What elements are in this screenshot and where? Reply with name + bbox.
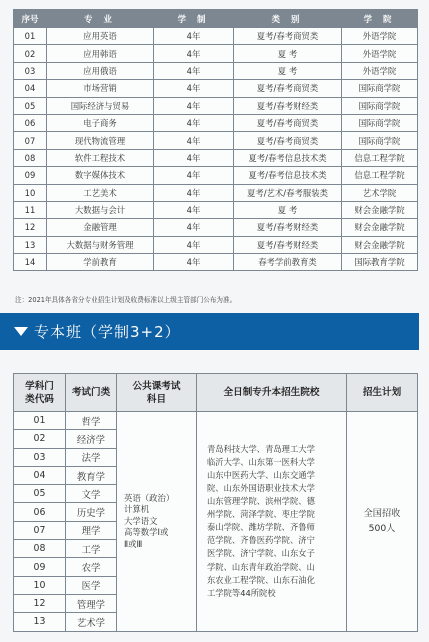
table-row <box>14 412 418 430</box>
cell-major: 应用俄语 <box>47 62 154 79</box>
table-row <box>14 167 418 184</box>
school-line: 工学院等44所院校 <box>207 587 276 598</box>
cell-no: 06 <box>14 114 47 131</box>
course-line: Ⅱ或Ⅲ <box>124 538 143 549</box>
cell-no: 02 <box>14 45 47 62</box>
cell-no: 03 <box>14 62 47 79</box>
cell-category: 夏考/艺术/春考服装类 <box>234 184 342 201</box>
table-row <box>14 97 418 114</box>
school-line: 泰山学院、潍坊学院、齐鲁师 <box>207 522 315 533</box>
cell-college: 国际商学院 <box>342 132 418 149</box>
cell-code: 03 <box>14 448 66 466</box>
cell-no: 11 <box>14 201 47 218</box>
cell-college: 国际商学院 <box>342 114 418 131</box>
course-line: 高等数学Ⅰ或 <box>124 527 169 538</box>
school-line: 范学院、齐鲁医药学院、济宁 <box>207 535 315 546</box>
cell-major: 学前教育 <box>47 254 154 271</box>
cell-major: 金融管理 <box>47 219 154 236</box>
cell-subject: 文学 <box>66 485 117 503</box>
cell-subject: 医学 <box>66 576 117 594</box>
header-plan: 招生计划 <box>347 374 418 412</box>
cell-duration: 4年 <box>154 219 234 236</box>
header-no: 序号 <box>14 10 47 28</box>
school-line: 山东中医药大学、山东交通学 <box>207 469 315 480</box>
cell-code: 12 <box>14 594 66 612</box>
cell-no: 13 <box>14 236 47 253</box>
section-title: 专本班（学制3+2） <box>34 323 181 341</box>
cell-category: 夏 考 <box>234 62 342 79</box>
cell-code: 10 <box>14 576 66 594</box>
table-row <box>14 62 418 79</box>
school-line: 青岛科技大学、青岛理工大学 <box>207 443 315 454</box>
table-row <box>14 254 418 271</box>
cell-no: 09 <box>14 167 47 184</box>
table-row <box>14 80 418 97</box>
cell-duration: 4年 <box>154 184 234 201</box>
exam-table <box>13 373 418 632</box>
cell-college: 外语学院 <box>342 28 418 45</box>
chevron-down-icon <box>14 327 28 336</box>
exam-header-row <box>14 374 418 412</box>
course-line: 计算机 <box>124 504 150 515</box>
cell-category: 夏考/春考财经类 <box>234 97 342 114</box>
cell-college: 信息工程学院 <box>342 149 418 166</box>
cell-no: 04 <box>14 80 47 97</box>
cell-duration: 4年 <box>154 254 234 271</box>
cell-code: 07 <box>14 521 66 539</box>
school-line: 山东管理学院、滨州学院、德 <box>207 496 315 507</box>
cell-major: 现代物流管理 <box>47 132 154 149</box>
table-row <box>14 236 418 253</box>
cell-code: 08 <box>14 540 66 558</box>
cell-college: 财会金融学院 <box>342 219 418 236</box>
header-schools: 全日制专升本招生院校 <box>197 374 347 412</box>
cell-subject: 管理学 <box>66 594 117 612</box>
cell-major: 应用英语 <box>47 28 154 45</box>
cell-category: 夏考/春考商贸类 <box>234 28 342 45</box>
cell-subject: 艺术学 <box>66 613 117 631</box>
cell-major: 电子商务 <box>47 114 154 131</box>
cell-schools <box>197 412 347 632</box>
cell-subject: 哲学 <box>66 412 117 430</box>
cell-category: 夏考/春考商贸类 <box>234 80 342 97</box>
cell-duration: 4年 <box>154 236 234 253</box>
header-major: 专 业 <box>47 10 154 28</box>
school-line: 临沂大学、山东第一医科大学 <box>207 456 315 467</box>
cell-plan <box>347 412 418 632</box>
cell-category: 夏考/春考商贸类 <box>234 114 342 131</box>
cell-category: 夏考/春考财经类 <box>234 236 342 253</box>
cell-major: 市场营销 <box>47 80 154 97</box>
school-line: 东农业工程学院、山东石油化 <box>207 574 315 585</box>
table-row <box>14 28 418 45</box>
majors-table-body <box>14 28 418 271</box>
cell-duration: 4年 <box>154 201 234 218</box>
cell-category: 夏考/春考信息技术类 <box>234 167 342 184</box>
cell-no: 01 <box>14 28 47 45</box>
header-code: 学科门类代码 <box>14 374 66 412</box>
cell-college: 国际教育学院 <box>342 254 418 271</box>
cell-college: 外语学院 <box>342 45 418 62</box>
cell-duration: 4年 <box>154 114 234 131</box>
school-line: 院、山东外国语职业技术大学 <box>207 483 315 493</box>
cell-major: 软件工程技术 <box>47 149 154 166</box>
table-row <box>14 132 418 149</box>
cell-no: 05 <box>14 97 47 114</box>
school-line: 州学院、菏泽学院、枣庄学院 <box>207 509 315 520</box>
cell-subject: 教育学 <box>66 466 117 484</box>
cell-college: 国际商学院 <box>342 97 418 114</box>
cell-no: 10 <box>14 184 47 201</box>
cell-major: 工艺美术 <box>47 184 154 201</box>
cell-category: 夏 考 <box>234 45 342 62</box>
cell-duration: 4年 <box>154 132 234 149</box>
cell-code: 13 <box>14 613 66 631</box>
header-duration: 学 制 <box>154 10 234 28</box>
cell-subject: 理学 <box>66 521 117 539</box>
header-subject: 考试门类 <box>66 374 117 412</box>
table-row <box>14 45 418 62</box>
cell-subject: 法学 <box>66 448 117 466</box>
majors-table <box>13 9 418 271</box>
course-line: 大学语文 <box>124 515 158 526</box>
cell-code: 05 <box>14 485 66 503</box>
cell-category: 夏考/春考商贸类 <box>234 132 342 149</box>
table-row <box>14 149 418 166</box>
cell-college: 财会金融学院 <box>342 236 418 253</box>
cell-course <box>117 412 197 632</box>
cell-duration: 4年 <box>154 62 234 79</box>
cell-subject: 农学 <box>66 558 117 576</box>
cell-major: 大数据与会计 <box>47 201 154 218</box>
cell-code: 01 <box>14 412 66 430</box>
cell-duration: 4年 <box>154 97 234 114</box>
cell-no: 08 <box>14 149 47 166</box>
cell-subject: 历史学 <box>66 503 117 521</box>
table-row <box>14 184 418 201</box>
cell-subject: 经济学 <box>66 430 117 448</box>
cell-no: 14 <box>14 254 47 271</box>
cell-category: 春考学前教育类 <box>234 254 342 271</box>
header-college: 学 院 <box>342 10 418 28</box>
cell-college: 信息工程学院 <box>342 167 418 184</box>
cell-duration: 4年 <box>154 45 234 62</box>
cell-major: 大数据与财务管理 <box>47 236 154 253</box>
plan-line: 500人 <box>368 523 396 535</box>
cell-college: 财会金融学院 <box>342 201 418 218</box>
course-line: 英语（政治） <box>124 492 175 503</box>
cell-no: 07 <box>14 132 47 149</box>
cell-code: 02 <box>14 430 66 448</box>
exam-table-body <box>14 412 418 632</box>
cell-category: 夏考/春考信息技术类 <box>234 149 342 166</box>
table-row <box>14 219 418 236</box>
school-line: 医学院、济宁学院、山东女子 <box>207 548 315 559</box>
cell-major: 国际经济与贸易 <box>47 97 154 114</box>
cell-code: 06 <box>14 503 66 521</box>
cell-category: 夏 考 <box>234 201 342 218</box>
cell-code: 09 <box>14 558 66 576</box>
cell-no: 12 <box>14 219 47 236</box>
table-note: 注：2021年具体各省分专业招生计划及收费标准以上级主管部门公布为准。 <box>15 296 237 304</box>
cell-category: 夏考/春考财经类 <box>234 219 342 236</box>
cell-duration: 4年 <box>154 149 234 166</box>
cell-college: 艺术学院 <box>342 184 418 201</box>
cell-college: 外语学院 <box>342 62 418 79</box>
cell-duration: 4年 <box>154 167 234 184</box>
cell-major: 数字媒体技术 <box>47 167 154 184</box>
school-line: 学院、山东青年政治学院、山 <box>207 561 315 572</box>
header-category: 类 别 <box>234 10 342 28</box>
cell-college: 国际商学院 <box>342 80 418 97</box>
header-course: 公共课考试科目 <box>117 374 197 412</box>
section-banner <box>0 313 419 350</box>
cell-code: 04 <box>14 466 66 484</box>
majors-header-row <box>14 10 418 28</box>
plan-line: 全国招收 <box>363 508 401 520</box>
table-row <box>14 201 418 218</box>
table-row <box>14 114 418 131</box>
cell-duration: 4年 <box>154 80 234 97</box>
cell-major: 应用韩语 <box>47 45 154 62</box>
cell-subject: 工学 <box>66 540 117 558</box>
cell-duration: 4年 <box>154 28 234 45</box>
